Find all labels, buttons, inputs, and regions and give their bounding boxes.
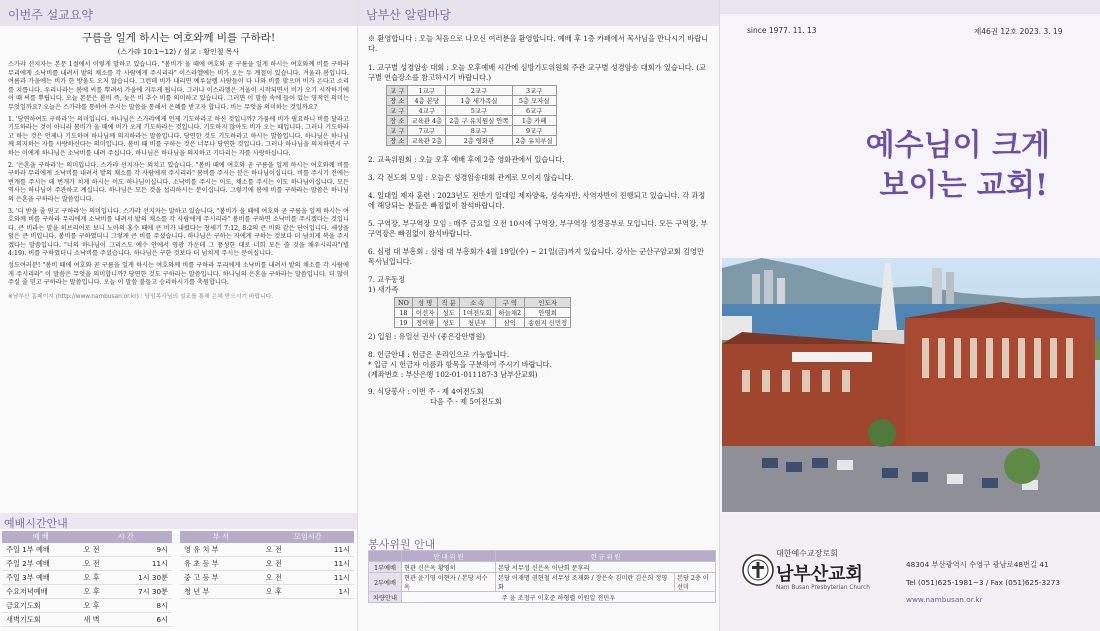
department-time: 11시 <box>308 543 354 557</box>
news-header-band <box>358 0 719 26</box>
church-website[interactable]: www.nambusan.or.kr <box>906 595 983 604</box>
news-item-7: 7. 교우동정 <box>368 275 405 284</box>
news-item-8: 8. 헌금안내 : 헌금은 온라인으로 가능합니다. <box>368 350 510 359</box>
news-welcome: ※ 환영합니다 : 오늘 처음으로 나오신 여러분을 환영합니다. 예배 후 1층 카페에서 목사님을 만나시기 바랍니다. <box>368 34 709 53</box>
service-label: 2부예배 <box>369 573 402 592</box>
church-name: 남부산교회 <box>776 564 863 585</box>
sermon-paragraph: 스가랴 선지자는 본문 1절에서 이렇게 말하고 있습니다. "봄비가 올 때에 여호와 곧 구름을 일게 하시는 여호와께 비를 구하라 무리에게 소낙비를 내려서 밭의 채소를 각 사람에게 주시리라" 이스라엘에는 비가 오는 두 계절이 있습니다. 겨울과 봄입니다. 여름과 가을에는 비가 한 방울도 오지 않습니다. 그런데 비가 내리면 예루살렘 사람들이 다 나와 비를 맞으며 비가 온다고 소리를 지릅니다. 우리나라는 봄에 씨를 뿌려서 가을에 거두게 됩니다. 그러나 이스라엘은 겨울이 시작되면서 비가 오기 시작하기에 이 때 씨를 뿌립니다. 오늘 본문은 봄비 즉, 늦은 비 추수 비를 의미하고 있습니다. 그러면 이 말씀 속에 들어 있는 영적인 의미는 무엇일까요? 오늘은 스가랴를 통하여 주시는 말씀을 통해서 은혜를 받고자 합니다. 비는 무엇을 의미하는 것일까요? <box>8 61 349 111</box>
issue-info: 제46권 12호 2023. 3. 19 <box>974 27 1063 36</box>
table-header: 직 분 <box>438 298 459 308</box>
new-family-label: 1) 새가족 <box>368 285 399 294</box>
worship-header-band <box>0 513 358 529</box>
service-period: 오 후 <box>79 585 115 599</box>
news-item-9: 9. 식당봉사 : 이번 주 - 제 4여전도회 <box>368 387 484 396</box>
department-period: 오 전 <box>262 571 308 585</box>
sermon-title: 구름을 일게 하시는 여호와께 비를 구하라! <box>81 32 276 44</box>
usher-names: 현관 신은옥 황영히 <box>402 562 496 573</box>
table-row <box>387 136 557 146</box>
offering-names: 본당 서무성 신은옥 이난희 문후리 <box>496 562 716 573</box>
department-row <box>180 557 354 571</box>
sermon-paragraph: 2. '은혼을 구하라'는 의미입니다. 스가랴 선지자는 외치고 있습니다. "봄비 때에 여호와 곧 구름을 일게 하시는 여호와께 비를 구하라 무리에게 소낙비를 내려서 밭의 채소를 각 사람에게 주시리라" 봄비를 주시는 분은 하나님이십니다. 비를 주시기 전에는 번개를 주시는 데 번개가 치게 하시는 이도 하나님이십니다. 소낙비를 주시는 이도, 채소를 주시는 이도 하나님이십니다. 모든 역사는 하나님이 주관하고 계십니다. 하나님은 모든 것을 섭리하시는 분이십니다. 그렇기에 봄에 비를 구하라는 말씀은 하나님의 은혼을 구하라는 말씀입니다. <box>8 161 349 203</box>
department-time: 11시 <box>308 557 354 571</box>
next-week-kitchen: 다음 주 - 제 5여전도회 <box>430 397 502 406</box>
table-header: 인도자 <box>525 298 571 308</box>
service-period: 오 전 <box>79 557 115 571</box>
volunteer-title: 봉사위원 안내 <box>368 538 436 551</box>
table-cell: 7교구 <box>408 126 446 136</box>
service-period: 오 후 <box>79 571 115 585</box>
table-row <box>369 573 716 592</box>
table-cell: 교육관 2층 <box>408 136 446 146</box>
news-item-3: 3. 각 전도회 모임 : 오늘은 성경암송대회 관계로 모이지 않습니다. <box>368 173 574 182</box>
table-cell: 송현지 신민정 <box>525 318 571 328</box>
table-header: 구 역 <box>495 298 525 308</box>
department-col-header: 모임시간 <box>262 531 354 543</box>
table-cell: 2층 구 유치원실 안쪽 <box>446 116 513 126</box>
church-seal-icon <box>742 554 774 586</box>
table-cell: 5층 모자실 <box>512 96 556 106</box>
table-cell: 교 구 <box>387 126 408 136</box>
table-header: 헌 금 위 원 <box>496 551 716 562</box>
service-time: 1시 30분 <box>115 571 172 585</box>
table-cell: 안명희 <box>525 308 571 318</box>
table-cell: 교 구 <box>387 106 408 116</box>
worship-col-header: 예 배 <box>2 531 79 543</box>
department-name: 영 유 치 부 <box>180 543 262 557</box>
department-name: 청 년 부 <box>180 585 262 599</box>
volunteer-table <box>368 550 716 603</box>
table-cell: 장 소 <box>387 136 408 146</box>
since-date: since 1977. 11. 13 <box>747 26 817 35</box>
news-panel <box>358 0 720 631</box>
table-row <box>387 96 557 106</box>
table-cell: 교육관 4층 <box>408 116 446 126</box>
service-name: 주일 3부 예배 <box>2 571 79 585</box>
service-time: 8시 <box>115 599 172 613</box>
service-label: 1부예배 <box>369 562 402 573</box>
news-item-6: 6. 심령 대 부흥회 : 심령 대 부흥회가 4월 19일(수) ~ 21일(금)까지 있습니다. 강사는 군산구암교회 김영만 목사님입니다. <box>368 247 704 266</box>
table-row <box>369 562 716 573</box>
table-row <box>387 116 557 126</box>
table-row <box>387 86 557 96</box>
table-cell: 하늘채2 <box>495 308 525 318</box>
service-name: 새벽기도회 <box>2 613 79 627</box>
church-photo-illustration <box>722 258 1100 512</box>
sermon-panel <box>0 0 358 631</box>
sermon-paragraph: 성도여러분! "봄비 때에 여호와 곧 구름을 일게 하시는 여호와께 비를 구하라 무리에게 소낙비를 내려서 밭의 채소를 각 사람에게 주시리라" 이 말씀은 무엇을 의미합니까? 당연한 것도 구하라는 말씀입니다. 하나님의 은혼을 구하라는 말씀입니다. 더 많이 주실 줄 믿고 구하라는 말씀입니다. 오늘 이 말씀 붙들고 승리하시기를 축원합니다. <box>8 262 349 287</box>
sermon-header-band <box>0 0 357 26</box>
table-header: 안 내 위 원 <box>402 551 496 562</box>
news-item-5: 5. 구역장, 부구역장 모임 : 매주 금요일 오전 10시에 구역장, 부구역장 성경공부로 모입니다. 모든 구역장, 부구역장은 빠짐없이 참석바랍니다. <box>368 219 708 238</box>
department-row <box>180 585 354 599</box>
worship-row <box>2 571 172 585</box>
table-cell: 성도 <box>438 308 459 318</box>
volunteer-header-band <box>358 536 720 550</box>
service-name: 주일 1부 예배 <box>2 543 79 557</box>
department-col-header: 부 서 <box>180 531 262 543</box>
offering-note: * 입금 시 헌금자 이름과 항목을 구분하여 주시기 바랍니다. <box>368 360 552 369</box>
table-cell: 1층 카페 <box>512 116 556 126</box>
service-name: 금요기도회 <box>2 599 79 613</box>
table-cell: 성도 <box>438 318 459 328</box>
table-cell: 1여전도회 <box>459 308 495 318</box>
usher-names: 현관 윤기영 이현자 / 본당 서수옥 <box>402 573 496 592</box>
table-cell: 3교구 <box>512 86 556 96</box>
table-cell: 청년부 <box>459 318 495 328</box>
church-phone: Tel (051)625-1981~3 / Fax (051)625-3273 <box>906 578 1061 587</box>
table-cell: 1층 새가족실 <box>446 96 513 106</box>
headline-line-2: 보이는 교회! <box>879 168 1048 203</box>
department-period: 오 전 <box>262 543 308 557</box>
table-cell: 2교구 <box>446 86 513 96</box>
sermon-section-title: 이번주 설교요약 <box>8 8 93 22</box>
table-row <box>387 126 557 136</box>
department-period: 오 전 <box>262 557 308 571</box>
hospital-note: 2) 입원 : 유일선 권사 (좋은강안병원) <box>368 332 486 341</box>
service-time: 6시 <box>115 613 172 627</box>
vehicle-names: 주 윤 조정구 이호준 하형렬 이원일 전민우 <box>402 592 716 603</box>
table-cell: 9교구 <box>512 126 556 136</box>
table-cell: 6교구 <box>512 106 556 116</box>
department-name: 중 고 등 부 <box>180 571 262 585</box>
table-row <box>395 298 571 308</box>
table-cell: 18 <box>395 308 413 318</box>
news-item-2: 2. 교육위원회 : 오늘 오후 예배 후에 2층 영화관에서 있습니다. <box>368 155 565 164</box>
table-cell: 장 소 <box>387 96 408 106</box>
sermon-paragraph: 3. '더 받을 줄 믿고 구하라'는 의미입니다. 스가랴 선지자는 말하고 있습니다. "봄비가 올 때에 여호와 곧 구름을 일게 하시는 여호와께 비를 구하라 무리에게 소낙비를 내려서 밭의 채소를 각 사람에게 주시리라" 봄비를 구하면 소낙비를 주시겠다는 것입니다. 큰 비라는 말을 히브리어로 보니 노아의 홍수 때에 큰 비가 내렸다는 창세기 7:12, 8:2의 큰 비와 같은 단어입니다. 세상을 덮은 큰 비입니다. 봄비를 구하였더니 그렇게 큰 비를 주셨습니다. 하나님은 구하는 자에게 구하는 것보다 더 넘치게 복을 주시겠다는 말씀입니다. "너의 하나님이 그리스도 예수 안에서 영광 가운데 그 풍성한 대로 너희 모든 쓸 것을 채우시리라"(빌 4:19). 비를 구하였더니 소낙비를 주셨습니다. 하나님은 구한 것보다 더 넘치게 주시는 분이십니다. <box>8 207 349 258</box>
service-name: 수요저녁예배 <box>2 585 79 599</box>
service-time: 7시 30분 <box>115 585 172 599</box>
table-header: 성 명 <box>412 298 438 308</box>
church-english-name: Nam Busan Presbyterian Church <box>776 585 870 591</box>
department-row <box>180 543 354 557</box>
table-row <box>395 308 571 318</box>
sermon-footnote: ※남부산 홈페이지 (http://www.nambusan.or.kr) : 담임목사님의 설교를 통해 은혜 받으시기 바랍니다. <box>8 293 274 300</box>
worship-row <box>2 557 172 571</box>
department-time: 11시 <box>308 571 354 585</box>
worship-title: 예배시간안내 <box>4 517 68 530</box>
cover-top-stripe <box>720 0 1100 14</box>
church-building-photo <box>722 258 1100 512</box>
service-name: 주일 2부 예배 <box>2 557 79 571</box>
worship-row <box>2 613 172 627</box>
offering-names: 본당 2층 이선미 <box>675 573 716 592</box>
service-period: 오 전 <box>79 543 115 557</box>
table-cell: 정이환 <box>412 318 438 328</box>
sermon-paragraph: 1. '당연하여도 구하라'는 의미입니다. 하나님은 스가랴에게 언제 기도하라고 하신 것입니까? 가뭄에 비가 필요하니 비를 달라고 기도하라는 것이 아니라 봄비가 올 때에 비가 오게 기도하라는 것입니다. 기도하지 않아도 비가 오는 때입니다. 그러나 기도하라고 하는 것은 언제나 기도하며 하나님께 의지하라는 말씀입니다. 당연한 것도 기도하라고 하시는 말씀입니다. 하나님은 하나님께 의지하는 자를 사랑하신다는 의미입니다. 봄비 때 비를 구하는 것은 너무나 당연한 것입니다. 그러나 하나님을 의지하면서 구하는 이에게 하나님은 소낙비를 내려 주십니다. 하나님은 하나님을 의지하고 기다리는 자를 사랑하십니다. <box>8 115 349 157</box>
department-period: 오 후 <box>262 585 308 599</box>
department-row <box>180 571 354 585</box>
news-item-4: 4. 일대일 제자 훈련 : 2023년도 전반기 일대일 제자양육, 성숙자반, 사역자반이 진행되고 있습니다. 각 과정에 해당되는 분들은 빠짐없이 참석바랍니다. <box>368 191 706 210</box>
table-cell: 8교구 <box>446 126 513 136</box>
news-title: 남부산 알림마당 <box>366 8 451 22</box>
table-cell: 1교구 <box>408 86 446 96</box>
news-item-1: 1. 교구별 성경암송 대회 : 오늘 오후예배 시간에 심방기도위원회 주관 교구별 성경암송 대회가 있습니다. (교구별 연습장소를 참고하시기 바랍니다.) <box>368 63 706 82</box>
worship-row <box>2 599 172 613</box>
table-cell: 이선자 <box>412 308 438 318</box>
table-header-blank <box>369 551 402 562</box>
new-family-table <box>394 297 571 328</box>
table-row <box>369 551 716 562</box>
table-cell: 4층 본당 <box>408 96 446 106</box>
table-row <box>387 106 557 116</box>
department-time: 1시 <box>308 585 354 599</box>
table-cell: 장 소 <box>387 116 408 126</box>
recitation-location-table <box>386 85 557 146</box>
table-cell: 5교구 <box>446 106 513 116</box>
service-period: 새 벽 <box>79 613 115 627</box>
table-row <box>369 592 716 603</box>
church-address: 48304 부산광역시 수영구 광남로48번길 41 <box>906 560 1049 569</box>
table-cell: 교 구 <box>387 86 408 96</box>
department-name: 유 초 등 부 <box>180 557 262 571</box>
headline-line-1: 예수님이 크게 <box>865 128 1050 163</box>
service-period: 오 후 <box>79 599 115 613</box>
service-time: 9시 <box>115 543 172 557</box>
service-label: 차량안내 <box>369 592 402 603</box>
service-time: 11시 <box>115 557 172 571</box>
table-header: NO <box>395 298 413 308</box>
bank-account: (계좌번호 : 부산은행 102-01-011187-3 남부산교회) <box>368 370 538 379</box>
table-cell: 4교구 <box>408 106 446 116</box>
worship-row <box>2 585 172 599</box>
sermon-reference: (스가랴 10:1~12) / 설교 : 황인철 목사 <box>117 48 240 56</box>
table-cell: 2층 영화관 <box>446 136 513 146</box>
denomination-name: 대한예수교장로회 <box>776 549 838 558</box>
table-row <box>395 318 571 328</box>
table-cell: 19 <box>395 318 413 328</box>
offering-names: 본당 이재명 권현철 서무성 조재화 / 장은숙 김미란 김은희 정영화 <box>496 573 675 592</box>
table-cell: 2층 유치부실 <box>512 136 556 146</box>
worship-row <box>2 543 172 557</box>
table-header: 소 속 <box>459 298 495 308</box>
department-times-table <box>180 531 354 599</box>
worship-times-table <box>2 531 172 627</box>
worship-col-header: 시 간 <box>79 531 172 543</box>
table-cell: 삼익 <box>495 318 525 328</box>
